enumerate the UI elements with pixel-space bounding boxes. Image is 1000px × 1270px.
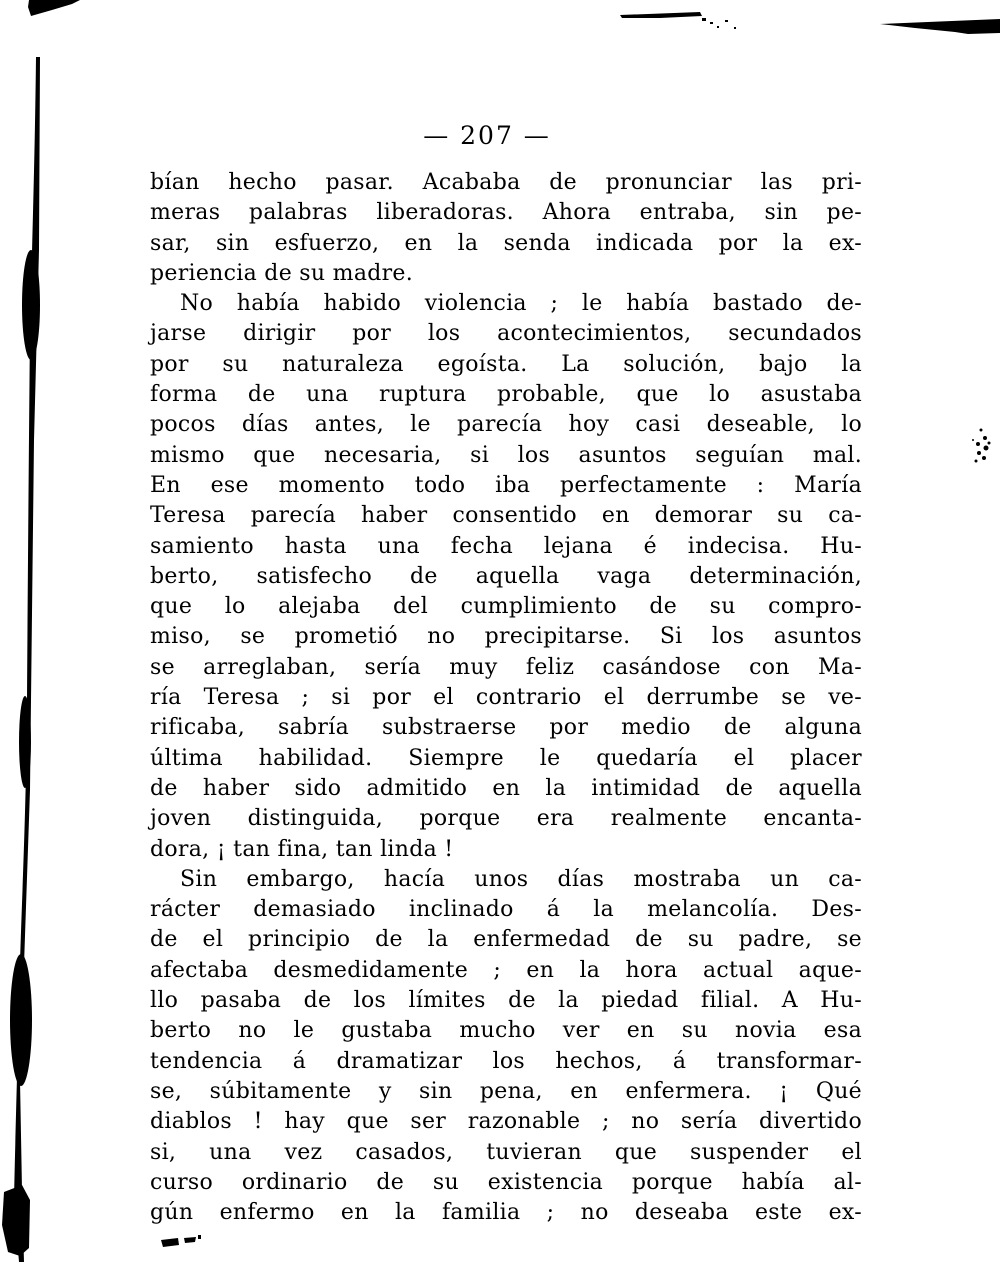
text-line: Teresa parecía haber consentido en demorar su ca- (150, 503, 862, 529)
corner-ink-blob (28, 0, 80, 16)
text-line: periencia de su madre. (150, 260, 414, 286)
body-text (150, 168, 862, 1228)
text-line: berto no le gustaba mucho ver en su novia esa (150, 1018, 862, 1044)
text-line: No había habido violencia ; le había bastado de- (180, 291, 862, 317)
text-line: de haber sido admitido en la intimidad de aquella (150, 775, 862, 801)
text-line: se arreglaban, sería muy feliz casándose con Ma- (150, 654, 862, 680)
text-line: miso, se prometió no precipitarse. Si los asuntos (150, 624, 862, 650)
text-line: diablos ! hay que ser razonable ; no sería divertido (150, 1109, 862, 1135)
text-line: curso ordinario de su existencia porque había al- (150, 1169, 862, 1195)
text-line: berto, satisfecho de aquella vaga determinación, (150, 563, 862, 589)
binding-ink-blob (10, 954, 32, 1086)
text-line: llo pasaba de los límites de la piedad filial. A Hu- (150, 988, 862, 1014)
text-line: ría Teresa ; si por el contrario el derrumbe se ve- (150, 685, 862, 711)
binding-edge-line (14, 57, 40, 1262)
text-line: pocos días antes, le parecía hoy casi deseable, lo (150, 412, 862, 438)
text-line: última habilidad. Siempre le quedaría el placer (150, 745, 862, 771)
text-line: joven distinguida, porque era realmente encanta- (150, 806, 862, 832)
text-line: forma de una ruptura probable, que lo asustaba (150, 382, 862, 408)
text-line: samiento hasta una fecha lejana é indecisa. Hu- (150, 533, 862, 559)
page-number: — 207 — (423, 121, 551, 150)
text-line: rácter demasiado inclinado á la melancolía. Des- (150, 897, 862, 923)
text-line: se, súbitamente y sin pena, en enfermera. ¡ Qué (150, 1078, 862, 1104)
text-line: meras palabras liberadoras. Ahora entraba, sin pe- (150, 200, 862, 226)
top-streak (620, 12, 702, 18)
text-line: tendencia á dramatizar los hechos, á transformar- (150, 1048, 862, 1074)
text-line: gún enfermo en la familia ; no deseaba este ex- (150, 1200, 862, 1226)
text-line: por su naturaleza egoísta. La solución, bajo la (150, 351, 862, 377)
text-line: afectaba desmedidamente ; en la hora actual aque- (150, 957, 862, 983)
text-line: que lo alejaba del cumplimiento de su compro- (150, 594, 862, 620)
text-line: rificaba, sabría substraerse por medio de alguna (150, 715, 862, 741)
text-line: sar, sin esfuerzo, en la senda indicada por la ex- (150, 230, 862, 256)
text-line: bían hecho pasar. Acababa de pronunciar las pri- (150, 170, 862, 195)
text-line: En ese momento todo iba perfectamente : María (150, 472, 862, 498)
binding-ink-blob (2, 1185, 30, 1256)
top-right-streak (880, 19, 1000, 34)
text-line: mismo que necesaria, si los asuntos seguían mal. (150, 442, 862, 468)
text-line: de el principio de la enfermedad de su padre, se (150, 927, 862, 953)
binding-ink-blob (19, 696, 31, 788)
right-margin-smudge (972, 429, 991, 463)
text-line: Sin embargo, hacía unos días mostraba un ca- (180, 866, 862, 892)
text-line: dora, ¡ tan fina, tan linda ! (150, 836, 454, 862)
text-line: si, una vez casados, tuvieran que suspender el (150, 1139, 862, 1165)
top-streak-speckles (702, 18, 736, 29)
text-line: jarse dirigir por los acontecimientos, secundados (150, 321, 862, 347)
binding-ink-blob (22, 250, 40, 360)
footer-smudge (161, 1235, 201, 1247)
